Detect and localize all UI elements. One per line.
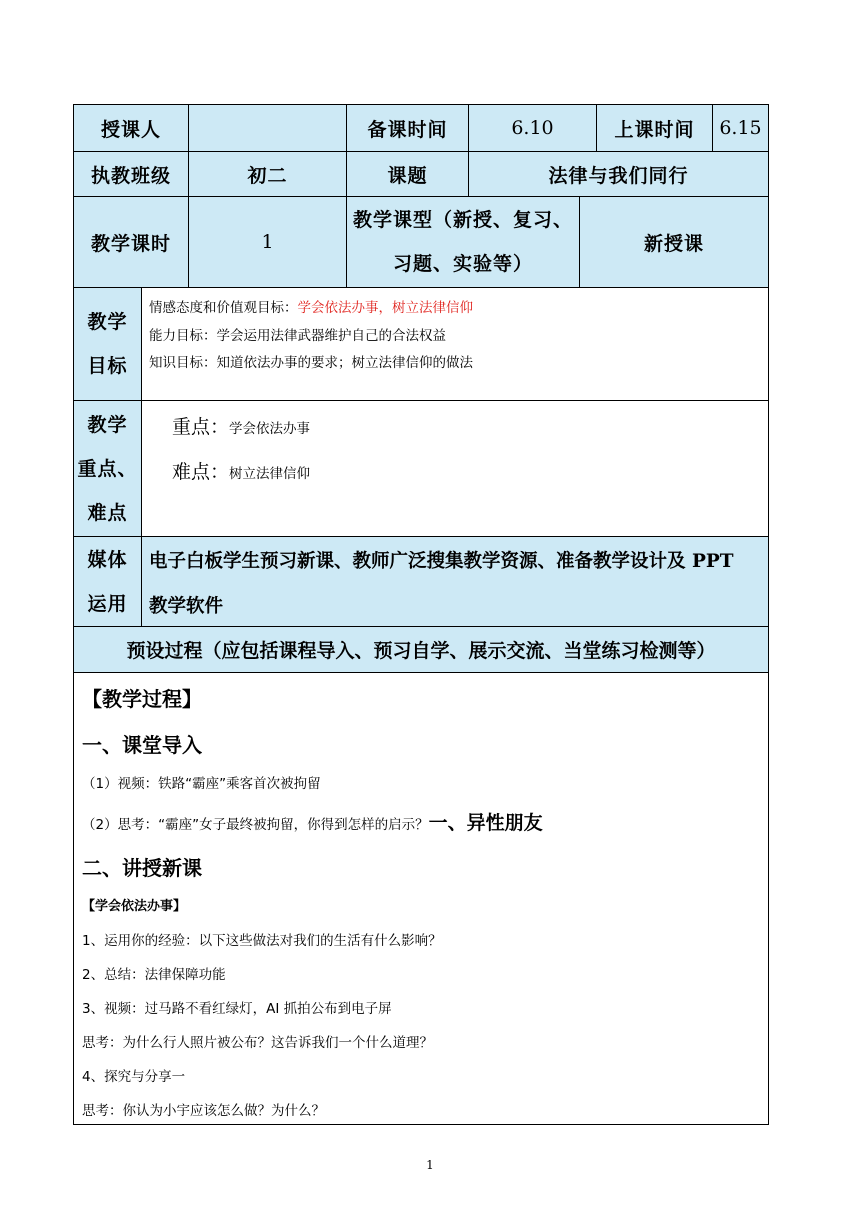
class-value: 初二 <box>188 151 347 197</box>
prep-time-value: 6.10 <box>468 104 597 152</box>
media-label <box>73 536 142 627</box>
process-header: 预设过程（应包括课程导入、预习自学、展示交流、当堂练习检测等） <box>73 626 769 673</box>
section-intro-heading: 一、课堂导入 <box>82 733 202 757</box>
lesson-point-2: 2、总结：法律保障功能 <box>82 967 226 983</box>
goal-emotion <box>149 296 473 316</box>
sub-heading: 【学会依法办事】 <box>82 899 187 914</box>
topic-value: 法律与我们同行 <box>468 151 769 197</box>
process-title: 【教学过程】 <box>82 687 202 711</box>
lesson-point-4: 思考：为什么行人照片被公布？这告诉我们一个什么道理？ <box>82 1035 433 1051</box>
instructor-label: 授课人 <box>73 104 189 152</box>
media-label-line1: 媒体 <box>87 548 128 571</box>
lesson-type-label-line1: 教学课型（新授、复习、 <box>352 209 573 231</box>
instructor-value <box>188 104 347 152</box>
key-point <box>172 412 310 439</box>
focus-label <box>73 400 142 537</box>
focus-label-line2: 重点、 <box>77 457 138 480</box>
intro-item-1: （1）视频：铁路“霸座”乘客首次被拘留 <box>82 776 321 792</box>
lesson-point-6: 思考：你认为小宇应该怎么做？为什么？ <box>82 1103 325 1119</box>
intro-item-2-tail: 一、异性朋友 <box>428 812 543 834</box>
goal-knowledge: 知识目标：知道依法办事的要求；树立法律信仰的做法 <box>149 355 473 371</box>
difficult-point-value: 树立法律信仰 <box>229 466 311 482</box>
class-time-value: 6.15 <box>712 104 769 152</box>
intro-item-2-text: （2）思考：“霸座”女子最终被拘留，你得到怎样的启示？ <box>82 817 429 833</box>
key-point-value: 学会依法办事 <box>229 421 311 437</box>
difficult-point-label: 难点： <box>172 461 230 483</box>
class-time-label: 上课时间 <box>596 104 713 152</box>
lesson-type-label <box>346 196 580 288</box>
media-label-line2: 运用 <box>87 592 128 615</box>
prep-time-label: 备课时间 <box>346 104 469 152</box>
period-label: 教学课时 <box>73 196 189 288</box>
class-label: 执教班级 <box>73 151 189 197</box>
media-text-line1: 电子白板学生预习新课、教师广泛搜集教学资源、准备教学设计及 PPT <box>149 551 734 572</box>
goal-emotion-value: 学会依法办事，树立法律信仰 <box>297 300 473 316</box>
intro-item-2 <box>82 808 543 835</box>
section-new-lesson-heading: 二、讲授新课 <box>82 856 202 880</box>
difficult-point <box>172 457 310 484</box>
focus-label-line3: 难点 <box>87 501 128 524</box>
period-value: 1 <box>188 196 347 288</box>
lesson-point-1: 1、运用你的经验：以下这些做法对我们的生活有什么影响？ <box>82 933 442 949</box>
lesson-type-label-line2: 习题、实验等） <box>392 253 533 275</box>
goal-emotion-prefix: 情感态度和价值观目标： <box>149 300 298 316</box>
goals-label-line1: 教学 <box>87 311 128 333</box>
key-point-label: 重点： <box>172 416 230 438</box>
page-number: 1 <box>426 1158 434 1172</box>
goal-ability: 能力目标：学会运用法律武器维护自己的合法权益 <box>149 328 446 344</box>
lesson-point-3: 3、视频：过马路不看红绿灯，AI 抓拍公布到电子屏 <box>82 1001 392 1017</box>
goals-label <box>73 287 142 401</box>
media-text-line2: 教学软件 <box>149 596 224 617</box>
topic-label: 课题 <box>346 151 469 197</box>
goals-label-line2: 目标 <box>87 355 128 377</box>
lesson-point-5: 4、探究与分享一 <box>82 1069 186 1085</box>
lesson-type-value: 新授课 <box>579 196 769 288</box>
focus-label-line1: 教学 <box>87 413 128 436</box>
